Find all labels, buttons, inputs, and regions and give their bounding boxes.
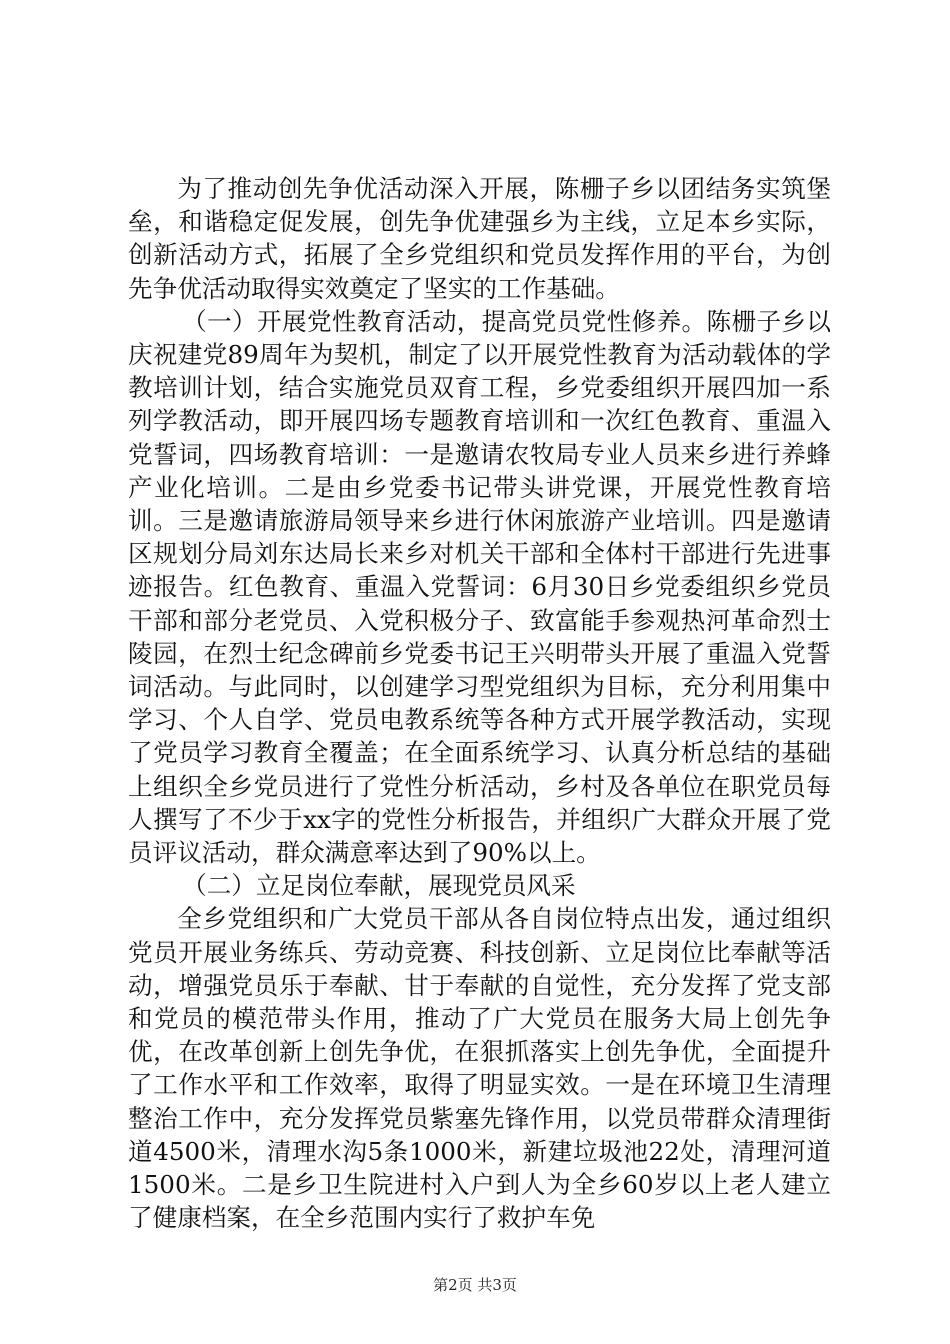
intro-paragraph: 为了推动创先争优活动深入开展，陈栅子乡以团结务实筑堡垒，和谐稳定促发展，创先争优建强乡为主线，立足本乡实际，创新活动方式，拓展了全乡党组织和党员发挥作用的平台，为创先争优活动取得实效奠定了坚实的工作基础。 [128, 174, 831, 303]
section-two-heading: （二）立足岗位奉献，展现党员风采 [182, 871, 576, 901]
section-two-paragraph: 全乡党组织和广大党员干部从各自岗位特点出发，通过组织党员开展业务练兵、劳动竞赛、科技创新、立足岗位比奉献等活动，增强党员乐于奉献、甘于奉献的自觉性，充分发挥了党支部和党员的模范带头作用，推动了广大党员在服务大局上创先争优，在改革创新上创先争优，在狠抓落实上创先争优，全面提升了工作水平和工作效率，取得了明显实效。一是在环境卫生清理整治工作中，充分发挥党员紫塞先锋作用，以党员带群众清理街道4500米，清理水沟5条1000米，新建垃圾池22处，清理河道1500米。二是乡卫生院进村入户到人为全乡60岁以上老人建立了健康档案，在全乡范围内实行了救护车免 [128, 904, 831, 1233]
document-body [128, 172, 831, 1235]
section-one-paragraph: （一）开展党性教育活动，提高党员党性修养。陈栅子乡以庆祝建党89周年为契机，制定了以开展党性教育为活动载体的学教培训计划，结合实施党员双育工程，乡党委组织开展四加一系列学教活动，即开展四场专题教育培训和一次红色教育、重温入党誓词，四场教育培训：一是邀请农牧局专业人员来乡进行养蜂产业化培训。二是由乡党委书记带头讲党课，开展党性教育培训。三是邀请旅游局领导来乡进行休闲旅游产业培训。四是邀请区规划分局刘东达局长来乡对机关干部和全体村干部进行先进事迹报告。红色教育、重温入党誓词：6月30日乡党委组织乡党员干部和部分老党员、入党积极分子、致富能手参观热河革命烈士陵园，在烈士纪念碑前乡党委书记王兴明带头开展了重温入党誓词活动。与此同时，以创建学习型党组织为目标，充分利用集中学习、个人自学、党员电教系统等各种方式开展学教活动，实现了党员学习教育全覆盖；在全面系统学习、认真分析总结的基础上组织全乡党员进行了党性分析活动，乡村及各单位在职党员每人撰写了不少于xx字的党性分析报告，并组织广大群众开展了党员评议活动，群众满意率达到了90%以上。 [128, 306, 831, 868]
page-number-footer: 第2页 共3页 [433, 1276, 517, 1294]
